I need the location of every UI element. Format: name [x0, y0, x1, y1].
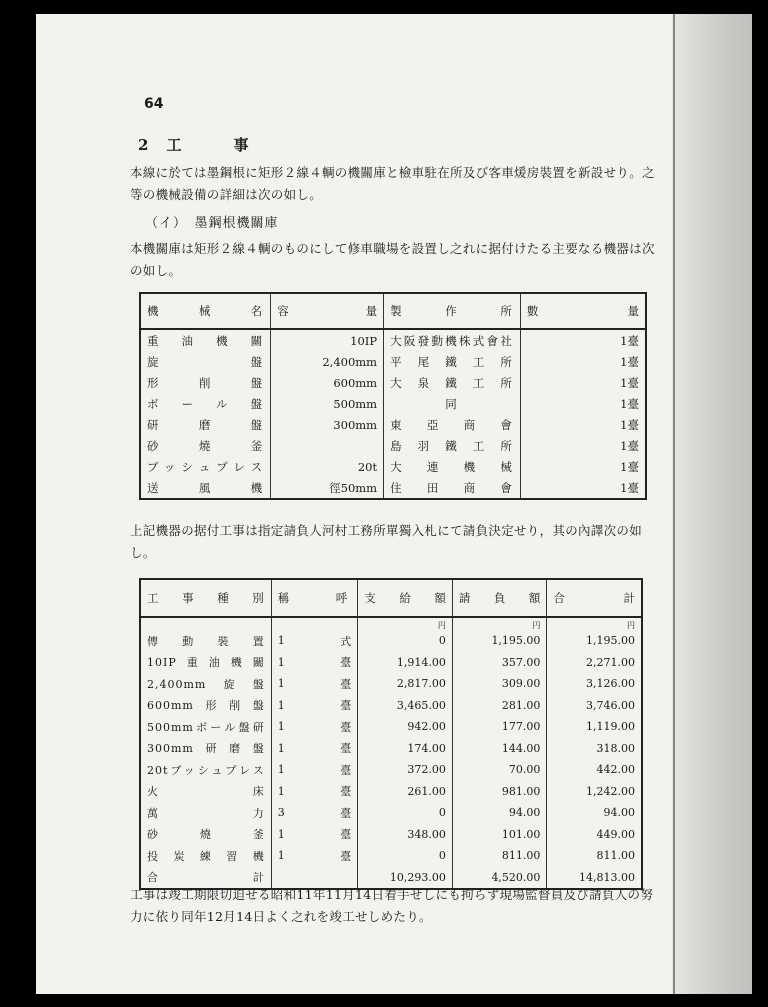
- table-row: [140, 477, 646, 499]
- table-row: [140, 456, 646, 477]
- section-heading: [138, 134, 250, 155]
- cell-unit: 臺: [302, 695, 358, 717]
- cell-capacity: 2,400mm: [271, 351, 384, 372]
- cell-quantity: 1臺: [620, 396, 639, 411]
- machines-paragraph: 本機關庫は矩形２線４輌のものにして修車職場を設置し之れに据付けたる主要なる機器は次の如し。: [130, 241, 655, 278]
- cell-quantity: 1臺: [620, 333, 639, 348]
- cell-quantity: 1臺: [620, 480, 639, 495]
- cell-contract: 101.00: [452, 824, 547, 846]
- cell-supplied: 372.00: [358, 759, 453, 781]
- cell-contract: 94.00: [452, 802, 547, 824]
- cell-contract: 177.00: [452, 716, 547, 738]
- cell-quantity: 1臺: [620, 375, 639, 390]
- cell-machine: 送風機: [140, 477, 271, 499]
- column-header-contract: 請 負 額: [452, 579, 547, 617]
- cell-quantity: 1臺: [620, 459, 639, 474]
- cell-unit: 臺: [302, 652, 358, 674]
- cell-unit: 臺: [302, 845, 358, 867]
- cell-maker: 平尾鐵工所: [384, 351, 521, 372]
- cell-total: 449.00: [596, 827, 635, 841]
- cell-count: 1: [277, 634, 285, 648]
- table-row: [140, 716, 642, 738]
- cell-count: 1: [277, 827, 285, 841]
- cell-supplied: 174.00: [358, 738, 453, 760]
- cell-unit: 臺: [302, 781, 358, 803]
- table-row: [140, 673, 642, 695]
- section-number: 2: [138, 136, 151, 154]
- cell-unit: 臺: [302, 716, 358, 738]
- column-header-maker: 製 作 所: [384, 293, 521, 329]
- column-header-designation: 稱 呼: [271, 579, 358, 617]
- unit-label: 円: [627, 621, 635, 630]
- cell-unit: 臺: [302, 759, 358, 781]
- cell-total: 1,195.00: [586, 634, 635, 648]
- cell-supplied: 10,293.00: [358, 867, 453, 890]
- contract-paragraph: 上記機器の据付工事は指定請負人河村工務所單獨入札にて請負決定せり，其の內譯次の如し。: [130, 523, 643, 560]
- cell-supplied: 1,914.00: [358, 652, 453, 674]
- cell-capacity: [271, 435, 384, 456]
- cell-machine: 研磨盤: [140, 414, 271, 435]
- cell-work-type: 2,400mm旋盤: [140, 673, 271, 695]
- unit-spacer: [140, 617, 271, 630]
- cell-machine: ブッシュプレス: [140, 456, 271, 477]
- cell-work-type: 砂燒釜: [140, 824, 271, 846]
- column-header-capacity: 容 量: [271, 293, 384, 329]
- table-header-row: [140, 579, 642, 617]
- table-row: [140, 759, 642, 781]
- table-row: [140, 781, 642, 803]
- cell-quantity: 1臺: [620, 438, 639, 453]
- column-header-machine: 機 械 名: [140, 293, 271, 329]
- cell-quantity: 1臺: [620, 354, 639, 369]
- cell-supplied: 261.00: [358, 781, 453, 803]
- unit-label: 円: [452, 617, 547, 630]
- table-header-row: [140, 293, 646, 329]
- page-edge-line: [673, 14, 675, 994]
- cell-supplied: 3,465.00: [358, 695, 453, 717]
- table-row: [140, 695, 642, 717]
- cell-supplied: 0: [358, 845, 453, 867]
- cell-count: 1: [277, 849, 285, 863]
- cell-work-type: 500mmボール盤研: [140, 716, 271, 738]
- cell-count: 1: [277, 655, 285, 669]
- cell-supplied: 348.00: [358, 824, 453, 846]
- table-row: [140, 802, 642, 824]
- cell-contract: 309.00: [452, 673, 547, 695]
- cell-count: 1: [277, 677, 285, 691]
- cell-unit: 臺: [302, 824, 358, 846]
- table-row: [140, 652, 642, 674]
- cell-count: 1: [277, 720, 285, 734]
- cell-count: 1: [277, 784, 285, 798]
- cell-machine: ボール盤: [140, 393, 271, 414]
- cell-maker: 大連機械: [384, 456, 521, 477]
- cell-total: 811.00: [596, 849, 635, 863]
- cell-count: 1: [277, 741, 285, 755]
- table-row: [140, 351, 646, 372]
- subsection-heading: （イ） 墨鋼根機關庫: [145, 216, 279, 231]
- column-header-work-type: 工 事 種 別: [140, 579, 271, 617]
- table-row: [140, 329, 646, 351]
- cell-work-type: 300mm研磨盤: [140, 738, 271, 760]
- cell-maker: 島羽鐵工所: [384, 435, 521, 456]
- cell-capacity: 徑50mm: [271, 477, 384, 499]
- cell-unit: 臺: [302, 802, 358, 824]
- cell-maker: 大泉鐵工所: [384, 372, 521, 393]
- cell-work-type: 600mm形削盤: [140, 695, 271, 717]
- cell-machine: 砂燒釜: [140, 435, 271, 456]
- cell-machine: 旋盤: [140, 351, 271, 372]
- cell-work-type: 萬力: [140, 802, 271, 824]
- cell-work-type: 投炭練習機: [140, 845, 271, 867]
- column-header-total: 合 計: [547, 579, 642, 617]
- cell-work-type: 合計: [140, 867, 271, 890]
- cell-total: 442.00: [596, 763, 635, 777]
- cell-maker: 大阪發動機株式會社: [384, 329, 521, 351]
- table-row: [140, 393, 646, 414]
- cell-count: 1: [277, 698, 285, 712]
- cell-supplied: 2,817.00: [358, 673, 453, 695]
- cell-contract: 70.00: [452, 759, 547, 781]
- section-title-char-2: 事: [233, 136, 251, 154]
- cell-total: 94.00: [603, 806, 635, 820]
- table-row: [140, 372, 646, 393]
- cell-unit: 臺: [302, 738, 358, 760]
- cell-machine: 重油機關: [140, 329, 271, 351]
- unit-row: [140, 617, 642, 630]
- cell-supplied: 0: [358, 630, 453, 652]
- cell-count: 1: [277, 763, 285, 777]
- cell-work-type: 火床: [140, 781, 271, 803]
- cell-count: 3: [277, 806, 285, 820]
- cell-contract: 281.00: [452, 695, 547, 717]
- cell-capacity: 20t: [271, 456, 384, 477]
- cell-contract: 4,520.00: [452, 867, 547, 890]
- table-row: [140, 414, 646, 435]
- cell-total: 1,242.00: [586, 784, 635, 798]
- cell-quantity: 1臺: [620, 417, 639, 432]
- section-title-char-1: 工: [166, 136, 184, 154]
- column-header-quantity: 數 量: [520, 293, 646, 329]
- cell-contract: 981.00: [452, 781, 547, 803]
- cell-work-type: 10IP重油機關: [140, 652, 271, 674]
- table-row: [140, 738, 642, 760]
- table-row: [140, 824, 642, 846]
- cell-total: 2,271.00: [586, 655, 635, 669]
- cost-breakdown-table: [139, 578, 643, 890]
- unit-label: 円: [358, 617, 453, 630]
- cell-total: 3,126.00: [586, 677, 635, 691]
- cell-total: 318.00: [596, 741, 635, 755]
- cell-capacity: 500mm: [271, 393, 384, 414]
- table-row: [140, 630, 642, 652]
- cell-contract: 144.00: [452, 738, 547, 760]
- cell-work-type: 傳動裝置: [140, 630, 271, 652]
- table-row: [140, 435, 646, 456]
- cell-total: 1,119.00: [586, 720, 635, 734]
- intro-paragraph: 本線に於ては墨鋼根に矩形２線４輌の機關庫と檢車駐在所及び客車煖房裝置を新設せり。之等の機械設備の詳細は次の如し。: [130, 165, 655, 202]
- unit-spacer: [271, 617, 301, 630]
- column-header-supplied: 支 給 額: [358, 579, 453, 617]
- cell-maker: 同: [384, 393, 521, 414]
- cell-capacity: 600mm: [271, 372, 384, 393]
- page-number: 64: [144, 96, 164, 112]
- cell-supplied: 0: [358, 802, 453, 824]
- cell-supplied: 942.00: [358, 716, 453, 738]
- completion-paragraph: 工事は竣工期限切迫せる昭和11年11月14日着手せしにも拘らず現場監督員及び請負人の努力に依り同年12月14日よく之れを竣工せしめたり。: [130, 887, 654, 924]
- table-row: [140, 845, 642, 867]
- cell-maker: 東亞商會: [384, 414, 521, 435]
- scan-edge: [752, 0, 768, 1007]
- cell-machine: 形削盤: [140, 372, 271, 393]
- cell-contract: 1,195.00: [452, 630, 547, 652]
- cell-maker: 住田商會: [384, 477, 521, 499]
- cell-total: 3,746.00: [586, 698, 635, 712]
- unit-spacer: [302, 617, 358, 630]
- cell-capacity: 10IP: [271, 329, 384, 351]
- machine-list-table: [139, 292, 647, 500]
- cell-unit: 式: [302, 630, 358, 652]
- cell-unit: 臺: [302, 673, 358, 695]
- cell-work-type: 20tブッシュプレス: [140, 759, 271, 781]
- cell-capacity: 300mm: [271, 414, 384, 435]
- cell-total: 14,813.00: [579, 870, 635, 884]
- cell-contract: 357.00: [452, 652, 547, 674]
- cell-contract: 811.00: [452, 845, 547, 867]
